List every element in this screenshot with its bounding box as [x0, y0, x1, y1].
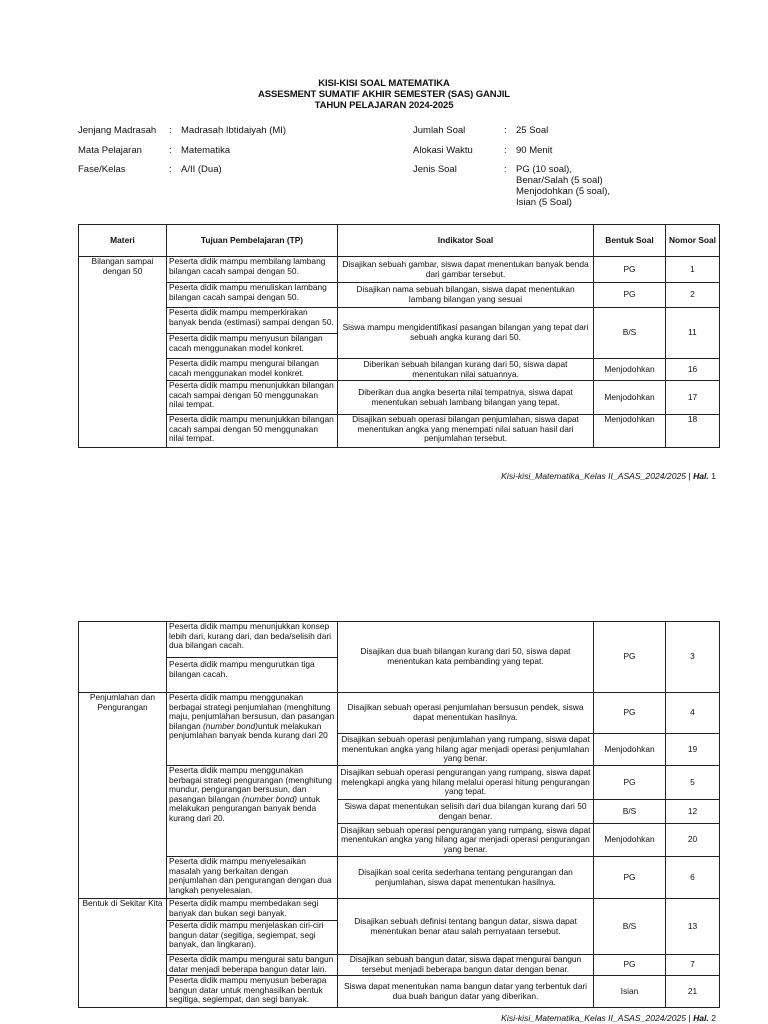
indikator-cell: Disajikan sebuah bangun datar, siswa dapat mengurai bangun tersebut menjadi beberapa bangun datar dengan benar. — [338, 955, 594, 976]
table-row — [79, 955, 720, 976]
meta-value: 25 Soal — [516, 125, 549, 136]
meta-colon: : — [169, 125, 172, 136]
nomor-soal-cell: 17 — [666, 381, 720, 415]
kisi-kisi-table-continued — [78, 621, 720, 1008]
header-nomor-soal: Nomor Soal — [666, 225, 720, 257]
bentuk-soal-cell: B/S — [594, 308, 666, 359]
nomor-soal-cell: 4 — [666, 693, 720, 734]
nomor-soal-cell: 12 — [666, 800, 720, 824]
document-subtitle: ASSESMENT SUMATIF AKHIR SEMESTER (SAS) GANJIL — [257, 89, 510, 100]
page-number: 1 — [711, 471, 716, 481]
table-row — [79, 622, 720, 693]
materi-cell: Penjumlahan dan Pengurangan — [79, 693, 167, 899]
nomor-soal-cell: 13 — [666, 899, 720, 955]
document-title-block — [0, 78, 768, 111]
header-materi: Materi — [79, 225, 167, 257]
bentuk-soal-cell: Menjodohkan — [594, 824, 666, 857]
page-footer — [501, 471, 716, 481]
tp-text-italic: (number bond) — [242, 793, 298, 804]
indikator-cell: Disajikan sebuah definisi tentang bangun datar, siswa dapat menentukan benar atau salah pernyataan tersebut. — [338, 899, 594, 955]
tp-cell — [167, 899, 338, 955]
indikator-cell: Siswa dapat menentukan nama bangun datar yang terbentuk dari dua buah bangun datar yang diberikan. — [338, 976, 594, 1008]
indikator-cell: Disajikan sebuah gambar, siswa dapat menentukan banyak benda dari gambar tersebut. — [338, 257, 594, 283]
nomor-soal-cell: 1 — [666, 257, 720, 283]
tp-cell: Peserta didik mampu menunjukkan bilangan cacah sampai dengan 50 menggunakan nilai tempat. — [167, 381, 338, 415]
tp-cell: Peserta didik mampu mengurai satu bangun datar menjadi beberapa bangun datar lain. — [167, 955, 338, 976]
footer-hal: Hal. — [693, 1013, 709, 1023]
meta-value: Madrasah Ibtidaiyah (MI) — [181, 125, 287, 136]
table-row — [79, 693, 720, 734]
tp-cell — [167, 766, 338, 857]
header-tp: Tujuan Pembelajaran (TP) — [167, 225, 338, 257]
nomor-soal-cell: 20 — [666, 824, 720, 857]
bentuk-soal-cell: Menjodohkan — [594, 734, 666, 766]
tp-cell — [167, 693, 338, 766]
indikator-cell: Disajikan sebuah operasi pengurangan yang rumpang, siswa dapat menentukan angka yang hilang agar menjadi operasi pengurangan yang benar. — [338, 824, 594, 857]
bentuk-soal-cell: PG — [594, 257, 666, 283]
nomor-soal-cell: 11 — [666, 308, 720, 359]
bentuk-soal-cell: B/S — [594, 899, 666, 955]
nomor-soal-cell: 2 — [666, 283, 720, 308]
nomor-soal-cell: 21 — [666, 976, 720, 1008]
table-header-row — [79, 225, 720, 257]
tp-cell: Peserta didik mampu menyusun beberapa bangun datar untuk menghasilkan bentuk segitiga, segiempat, dan segi banyak. — [167, 976, 338, 1008]
document-title: KISI-KISI SOAL MATEMATIKA — [318, 78, 450, 89]
meta-left — [78, 125, 378, 185]
bentuk-soal-cell: PG — [594, 693, 666, 734]
bentuk-soal-cell: Menjodohkan — [594, 359, 666, 381]
nomor-soal-cell: 3 — [666, 622, 720, 693]
footer-text: Kisi-kisi_Matematika_Kelas II_ASAS_2024/2025 | — [501, 1013, 691, 1023]
materi-cell — [79, 622, 167, 693]
meta-colon: : — [169, 145, 172, 156]
table-row — [79, 257, 720, 283]
tp-text: Peserta didik mampu menyusun bilangan cacah menggunakan model konkret. — [167, 333, 337, 358]
nomor-soal-cell: 5 — [666, 766, 720, 800]
page-footer — [501, 1013, 716, 1023]
nomor-soal-cell: 7 — [666, 955, 720, 976]
indikator-cell: Disajikan dua buah bilangan kurang dari 50, siswa dapat menentukan kata pembanding yang tepat. — [338, 622, 594, 693]
meta-label: Alokasi Waktu — [413, 145, 473, 156]
tp-cell: Peserta didik mampu menunjukkan bilangan cacah sampai dengan 50 menggunakan nilai tempat. — [167, 415, 338, 448]
indikator-cell: Siswa dapat menentukan selisih dari dua bilangan kurang dari 50 dengan benar. — [338, 800, 594, 824]
tp-cell — [167, 308, 338, 359]
table-row — [79, 308, 720, 359]
footer-hal: Hal. — [693, 471, 709, 481]
tp-text: Peserta didik mampu mengurutkan tiga bilangan cacah. — [167, 657, 337, 692]
bentuk-soal-cell: B/S — [594, 800, 666, 824]
meta-colon: : — [504, 145, 507, 156]
meta-colon: : — [504, 125, 507, 136]
meta-label: Fase/Kelas — [78, 164, 126, 175]
tp-text-italic: (number bond) — [203, 720, 258, 731]
tp-text: Peserta didik mampu menunjukkan konsep lebih dari, kurang dari, dan beda/selisih dari dua bilangan cacah. — [169, 621, 332, 651]
bentuk-soal-cell: PG — [594, 766, 666, 800]
materi-cell: Bilangan sampai dengan 50 — [79, 257, 167, 448]
meta-label: Mata Pelajaran — [78, 145, 142, 156]
footer-text: Kisi-kisi_Matematika_Kelas II_ASAS_2024/2025 | — [501, 471, 691, 481]
meta-colon: : — [169, 164, 172, 175]
tp-text: untuk melakukan penjumlahan banyak benda kurang dari 20 — [169, 720, 328, 741]
academic-year: TAHUN PELAJARAN 2024-2025 — [314, 100, 454, 111]
indikator-cell: Disajikan soal cerita sederhana tentang pengurangan dan penjumlahan, siswa dapat menentukan hasilnya. — [338, 857, 594, 899]
tp-text: Peserta didik mampu menjelaskan ciri-ciri bangun datar (segitiga, segiempat, segi banyak, dan lingkaran). — [167, 920, 337, 954]
table-row — [79, 283, 720, 308]
tp-cell: Peserta didik mampu mengurai bilangan cacah menggunakan model konkret. — [167, 359, 338, 381]
indikator-cell: Disajikan sebuah operasi penjumlahan bersusun pendek, siswa dapat menentukan hasilnya. — [338, 693, 594, 734]
meta-value: 90 Menit — [516, 145, 553, 156]
bentuk-soal-cell: PG — [594, 955, 666, 976]
indikator-cell: Disajikan sebuah operasi bilangan penjumlahan, siswa dapat menentukan angka yang menempati nilai satuan hasil dari penjumlahan tersebut. — [338, 415, 594, 448]
indikator-cell: Disajikan nama sebuah bilangan, siswa dapat menentukan lambang bilangan yang sesuai — [338, 283, 594, 308]
indikator-cell: Disajikan sebuah operasi penjumlahan yang rumpang, siswa dapat menentukan angka yang hilang agar menjadi operasi penjumlahan yang benar. — [338, 734, 594, 766]
kisi-kisi-table — [78, 224, 720, 448]
bentuk-soal-cell: Isian — [594, 976, 666, 1008]
indikator-cell: Diberikan dua angka beserta nilai tempatnya, siswa dapat menentukan sebuah lambang bilangan yang tepat. — [338, 381, 594, 415]
materi-cell: Bentuk di Sekitar Kita — [79, 899, 167, 1008]
indikator-cell: Disajikan sebuah operasi pengurangan yang rumpang, siswa dapat melengkapi angka yang hilang melalui operasi hitung pengurangan yang tepat. — [338, 766, 594, 800]
meta-value: Matematika — [181, 145, 231, 156]
nomor-soal-cell: 18 — [666, 415, 720, 448]
tp-text: Peserta didik mampu menggunakan berbagai strategi penjumlahan (menghitung maju, penjumlahan bersusun, dan pasangan bilangan — [169, 692, 335, 731]
header-indikator: Indikator Soal — [338, 225, 594, 257]
meta-label: Jumlah Soal — [413, 125, 466, 136]
table-row — [79, 857, 720, 899]
table-row — [79, 976, 720, 1008]
meta-value: PG (10 soal), — [516, 164, 572, 175]
indikator-cell: Diberikan sebuah bilangan kurang dari 50, siswa dapat menentukan nilai satuannya. — [338, 359, 594, 381]
tp-cell: Peserta didik mampu menuliskan lambang bilangan cacah sampai dengan 50. — [167, 283, 338, 308]
table-row — [79, 766, 720, 800]
tp-cell: Peserta didik mampu membilang lambang bilangan cacah sampai dengan 50. — [167, 257, 338, 283]
tp-cell: Peserta didik mampu menyelesaikan masalah yang berkaitan dengan penjumlahan dan pengurangan dengan dua langkah penyelesaian. — [167, 857, 338, 899]
bentuk-soal-cell: PG — [594, 622, 666, 693]
tp-cell — [167, 622, 338, 693]
table-row — [79, 381, 720, 415]
meta-label: Jenis Soal — [413, 164, 457, 175]
table-row — [79, 359, 720, 381]
page-number: 2 — [711, 1013, 716, 1023]
tp-text: Peserta didik mampu menggunakan berbagai strategi pengurangan (menghitung mundur, pengurangan bersusun, dan pasangan bilangan — [169, 765, 332, 804]
tp-text: Peserta didik mampu memperkirakan banyak benda (estimasi) sampai dengan 50. — [169, 307, 334, 327]
tp-text: Peserta didik mampu membedakan segi banyak dan bukan segi banyak. — [169, 898, 319, 918]
nomor-soal-cell: 6 — [666, 857, 720, 899]
page-2 — [0, 560, 768, 1024]
bentuk-soal-cell: Menjodohkan — [594, 381, 666, 415]
header-bentuk-soal: Bentuk Soal — [594, 225, 666, 257]
bentuk-soal-cell: Menjodohkan — [594, 415, 666, 448]
meta-right — [413, 125, 713, 215]
indikator-cell: Siswa mampu mengidentifikasi pasangan bilangan yang tepat dari sebuah angka kurang dari 50. — [338, 308, 594, 359]
page-1 — [0, 0, 768, 500]
meta-label: Jenjang Madrasah — [78, 125, 157, 136]
meta-colon: : — [504, 164, 507, 175]
nomor-soal-cell: 19 — [666, 734, 720, 766]
meta-value: A/II (Dua) — [181, 164, 222, 175]
bentuk-soal-cell: PG — [594, 857, 666, 899]
meta-value: Benar/Salah (5 soal) — [516, 175, 603, 186]
table-row — [79, 415, 720, 448]
nomor-soal-cell: 16 — [666, 359, 720, 381]
bentuk-soal-cell: PG — [594, 283, 666, 308]
meta-value: Isian (5 Soal) — [516, 197, 572, 208]
meta-value: Menjodohkan (5 soal), — [516, 186, 610, 197]
tp-text: untuk melakukan pengurangan banyak benda kurang dari 20. — [169, 793, 320, 823]
table-row — [79, 899, 720, 955]
